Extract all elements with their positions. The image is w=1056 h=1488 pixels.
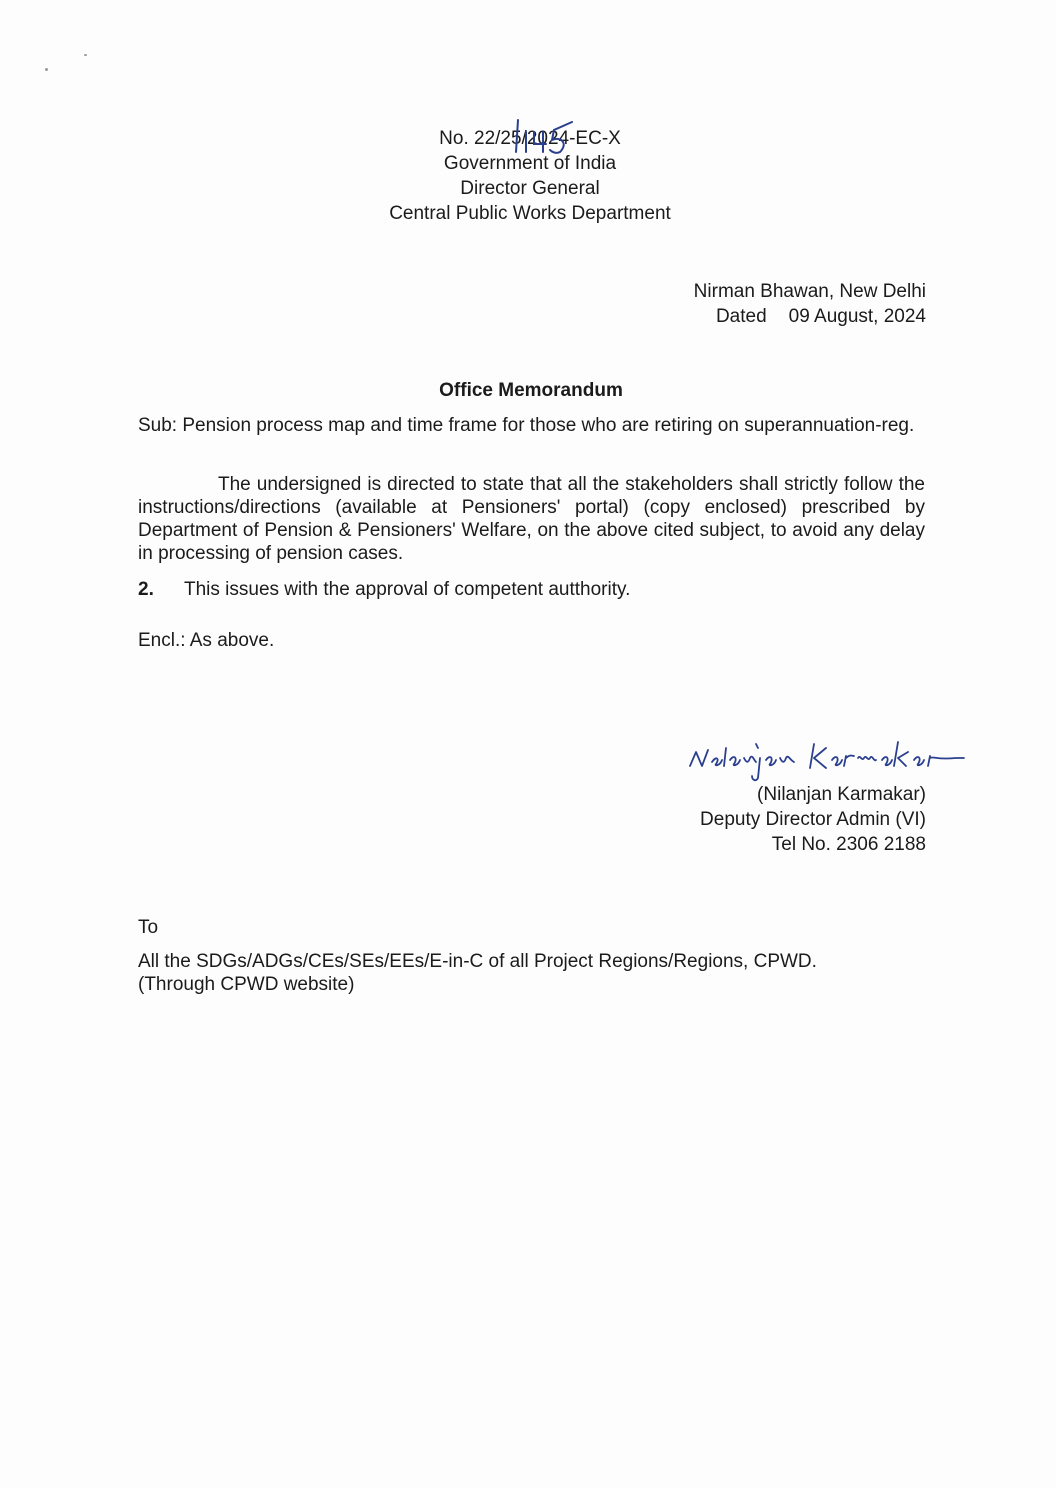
recipients-block (138, 950, 817, 996)
signatory-designation: Deputy Director Admin (VI) (700, 809, 926, 830)
recipients-line: All the SDGs/ADGs/CEs/SEs/EEs/E-in-C of all Project Regions/Regions, CPWD. (138, 951, 817, 972)
subject-line: Sub: Pension process map and time frame for those who are retiring on superannuation-reg. (138, 415, 915, 436)
distribution-note: (Through CPWD website) (138, 974, 355, 995)
memo-title: Office Memorandum (439, 380, 623, 401)
date: 09 August, 2024 (788, 306, 926, 327)
paragraph-2 (138, 578, 630, 601)
paragraph-2-text: This issues with the approval of competent autthority. (184, 579, 631, 600)
org-director-general: Director General (460, 178, 600, 199)
reference-number-line (300, 126, 760, 151)
enclosure-note: Encl.: As above. (138, 630, 275, 651)
place: Nirman Bhawan, New Delhi (693, 281, 926, 302)
to-label: To (138, 917, 159, 938)
signatory-block (700, 782, 926, 857)
org-government: Government of India (443, 153, 617, 174)
signature (686, 728, 966, 786)
handwritten-number (512, 118, 582, 158)
signatory-telephone: Tel No. 2306 2188 (771, 834, 926, 855)
signatory-name: (Nilanjan Karmakar) (757, 784, 926, 805)
letterhead (300, 126, 760, 226)
reference-number: No. 22/25/2024-EC-X (439, 128, 621, 149)
scan-speck (84, 54, 87, 56)
dated-label: Dated (715, 306, 767, 327)
place-date-block (694, 279, 926, 329)
paragraph-number: 2. (138, 579, 154, 600)
date-line (694, 304, 926, 329)
org-department: Central Public Works Department (389, 203, 671, 224)
scan-speck (45, 68, 48, 71)
paragraph-1: The undersigned is directed to state that all the stakeholders shall strictly follow the instructions/directions (available at Pensioners' portal) (copy enclosed) prescribed by Department of Pension & Pensioners' Welfare, on the above cited subject, to avoid any delay in processing of pension cases. (138, 474, 925, 564)
